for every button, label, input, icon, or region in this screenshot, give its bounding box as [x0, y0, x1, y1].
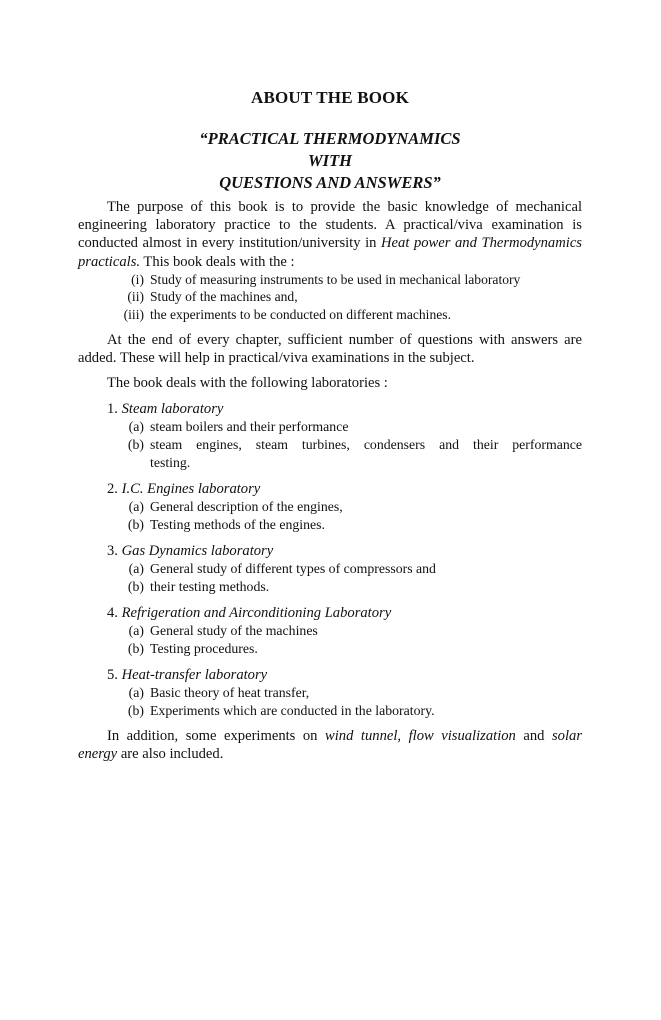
lab-item-text: Experiments which are conducted in the laboratory. [150, 703, 435, 719]
lab-item [78, 622, 582, 640]
lab-title [78, 604, 582, 622]
lab-item [78, 640, 582, 658]
lab-section-ic-engines [78, 480, 582, 534]
closing-paragraph [78, 727, 582, 763]
lab-item-letter: (b) [127, 579, 144, 595]
lab-number: 3. [107, 543, 118, 560]
lab-section-steam [78, 400, 582, 472]
lab-name: Steam laboratory [121, 401, 224, 418]
lab-item-letter: (a) [128, 499, 144, 515]
intro-list [78, 271, 582, 324]
lab-item-text: steam boilers and their performance [150, 419, 349, 435]
lab-title [78, 666, 582, 684]
intro-item-text: Study of the machines and, [150, 289, 298, 305]
lab-item-text: Basic theory of heat transfer, [150, 685, 310, 701]
lab-item-letter: (a) [128, 561, 144, 577]
lab-item-text: Testing procedures. [150, 641, 258, 657]
lab-item-letter: (b) [127, 641, 144, 657]
questions-paragraph: At the end of every chapter, sufficient number of questions with answers are added. These will help in practical/viva examinations in the subject. [78, 331, 582, 366]
lab-title [78, 400, 582, 418]
lab-title [78, 480, 582, 498]
lab-number: 5. [107, 667, 118, 684]
lab-item-text: their testing methods. [150, 579, 270, 595]
closing-text-1: In addition, some experiments on [107, 728, 326, 745]
closing-text-2: and [515, 728, 552, 745]
intro-item-text: Study of measuring instruments to be used in mechanical laboratory [150, 271, 521, 287]
lab-item-letter: (b) [127, 517, 144, 533]
intro-text-1: The purpose of this book is to provide the basic knowledge of mechanical engineering laboratory practice to the students. A practical/viva examination is conducted almost in every institution/university in [78, 199, 582, 252]
lab-item [78, 578, 582, 596]
intro-list-item [78, 271, 582, 289]
lab-section-refrigeration [78, 604, 582, 658]
lab-name: Gas Dynamics laboratory [121, 543, 274, 560]
lab-number: 1. [107, 401, 118, 418]
book-title [78, 128, 582, 194]
book-title-line-3: QUESTIONS AND ANSWERS” [219, 173, 441, 192]
intro-italic-text: Heat power and Thermodynamics practicals. [78, 235, 582, 270]
intro-item-number: (iii) [123, 307, 144, 322]
intro-paragraph [78, 198, 582, 271]
closing-italic-2: solar energy [78, 728, 583, 763]
laboratories-intro: The book deals with the following laboratories : [107, 375, 388, 391]
intro-text-2: This book deals with the : [140, 253, 295, 270]
lab-section-heat-transfer [78, 666, 582, 720]
lab-item-letter: (a) [128, 685, 144, 701]
closing-italic-1: wind tunnel, flow visualization [325, 728, 516, 745]
lab-item-text: General description of the engines, [150, 499, 343, 515]
lab-name: Heat-transfer laboratory [121, 667, 268, 684]
intro-item-number: (ii) [127, 289, 144, 305]
lab-item-letter: (b) [127, 437, 144, 453]
lab-item-letter: (a) [128, 623, 144, 639]
lab-item-letter: (b) [127, 703, 144, 719]
lab-item-letter: (a) [128, 419, 144, 435]
lab-title [78, 542, 582, 560]
lab-item-text: General study of the machines [150, 623, 318, 639]
lab-item [78, 516, 582, 534]
intro-list-item [78, 288, 582, 306]
lab-number: 4. [107, 605, 118, 622]
lab-item [78, 560, 582, 578]
lab-item [78, 418, 582, 436]
lab-name: Refrigeration and Airconditioning Laboratory [121, 605, 392, 622]
book-title-line-1: “PRACTICAL THERMODYNAMICS [199, 129, 461, 148]
lab-section-gas-dynamics [78, 542, 582, 596]
lab-item [78, 702, 582, 720]
lab-item-text: General study of different types of compressors and [150, 561, 436, 577]
lab-item-text: Testing methods of the engines. [150, 517, 325, 533]
lab-item-text: steam engines, steam turbines, condensers and their performance testing. [150, 437, 582, 471]
intro-item-text: the experiments to be conducted on different machines. [150, 307, 451, 322]
book-title-line-2: WITH [307, 151, 352, 170]
lab-number: 2. [107, 481, 118, 498]
lab-item [78, 436, 582, 472]
intro-list-item [78, 306, 582, 324]
page-heading: ABOUT THE BOOK [250, 88, 410, 107]
intro-item-number: (i) [131, 271, 144, 287]
lab-item [78, 498, 582, 516]
lab-name: I.C. Engines laboratory [121, 481, 261, 498]
closing-text-3: are also included. [117, 746, 224, 763]
page-content [78, 88, 582, 764]
lab-item [78, 684, 582, 702]
